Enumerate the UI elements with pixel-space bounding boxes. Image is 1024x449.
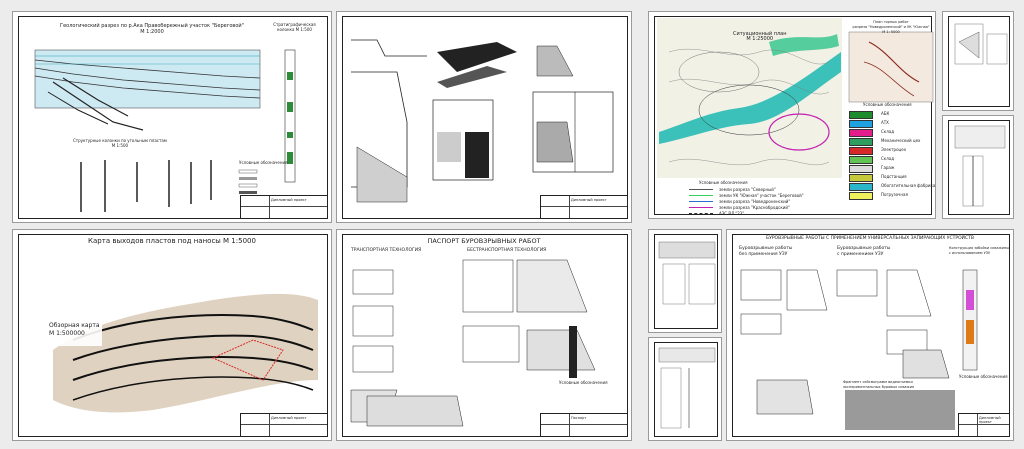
legend-item <box>849 173 933 182</box>
legend-swatch <box>849 165 873 173</box>
legend-swatch <box>849 147 873 155</box>
lower-legend-item <box>689 211 839 217</box>
lower-legend-label: земли разреза "Северный" <box>719 187 776 192</box>
legend-item <box>849 182 936 191</box>
legend-title: Условные обозначения <box>863 102 912 107</box>
legend-item <box>849 191 933 200</box>
legend-label: Погрузочная <box>881 192 908 197</box>
thumbnail-drawing <box>649 338 722 441</box>
stratigraphic-column-title: Стратиграфическая колонка М 1:500 <box>273 22 316 32</box>
lower-legend-title: Условные обозначения <box>699 180 748 185</box>
photo-caption: Фрагмент сейсмограмм видеосъемки экспериментальных буровых скважин <box>843 380 915 389</box>
sheet-thumbnail-mid-top[interactable] <box>648 229 722 333</box>
legend-swatch <box>849 138 873 146</box>
legend-label: Склад <box>881 156 894 161</box>
legend-swatch <box>849 120 873 128</box>
legend-label: Гараж <box>881 165 895 170</box>
outcrop-map-title: Карта выходов пластов под наносы М 1:5000 <box>88 237 256 245</box>
geological-section-drawing <box>13 12 332 223</box>
sheet-blasting-passport[interactable] <box>336 229 632 441</box>
lower-legend-label: земли разреза "Краснобродский" <box>719 205 790 210</box>
passport-title: ПАСПОРТ БУРОВЗРЫВНЫХ РАБОТ <box>427 237 541 245</box>
sheet-thumbnail-bottom-right[interactable] <box>942 115 1014 219</box>
legend-swatch <box>849 183 873 191</box>
legend-label: Электроцех <box>881 147 907 152</box>
legend-swatch <box>849 156 873 164</box>
thumbnail-drawing <box>649 230 722 333</box>
legend-label: АТХ <box>881 120 889 125</box>
legend-item <box>849 128 933 137</box>
legend-label: Обогатительная фабрика <box>881 183 936 188</box>
title-block <box>958 413 1010 437</box>
lower-legend-label: земли УК "Южная" участок "Береговой" <box>719 193 804 198</box>
legend-label: Подстанция <box>881 174 907 179</box>
structural-columns-title: Структурные колонки по угольным пластам М 1:500 <box>73 138 167 148</box>
situation-plan-title: Ситуационный план М 1:25000 <box>733 31 787 42</box>
mining-plan-title: План горных работ разреза "Новедроненский" и УК "Южная" М 1: 5000 <box>852 20 930 34</box>
title-block <box>240 413 328 437</box>
legend-item <box>849 146 933 155</box>
legend-item <box>849 155 933 164</box>
transport-technology-heading: ТРАНСПОРТНАЯ ТЕХНОЛОГИЯ <box>351 248 422 253</box>
legend-title: Условные обозначения <box>559 380 608 385</box>
legend-label: Склад <box>881 129 894 134</box>
legend-swatch <box>849 111 873 119</box>
plug-design-heading: Конструкция забойки скважины с использованием УЗУ <box>949 246 1009 255</box>
non-transport-technology-heading: БЕСТРАНСПОРТНАЯ ТЕХНОЛОГИЯ <box>467 248 547 253</box>
blasting-passport-drawing <box>337 230 632 441</box>
sheet-outcrop-map[interactable] <box>12 229 332 441</box>
legend-swatch <box>849 192 873 200</box>
lower-legend-label: АЗС ВЛ "23" <box>719 211 745 216</box>
locking-devices-title: БУРОВЗРЫВНЫЕ РАБОТЫ С ПРИМЕНЕНИЕМ УНИВЕРСАЛЬНЫХ ЗАПИРАЮЩИХ УСТРОЙСТВ <box>765 236 974 241</box>
legend-item <box>849 137 933 146</box>
title-block <box>540 195 628 219</box>
legend-label: Механический цех <box>881 138 921 143</box>
legend-title: Условные обозначения <box>959 374 1008 379</box>
legend-title: Условные обозначения <box>239 160 288 165</box>
title-block <box>240 195 328 219</box>
title-block-label: Дипломный проект <box>571 198 607 202</box>
excavation-sections-drawing <box>337 12 632 223</box>
overview-inset-label: Обзорная карта М 1:500000 <box>49 322 100 337</box>
legend-list <box>849 110 936 200</box>
thumbnail-drawing <box>943 116 1014 219</box>
lower-legend-list <box>689 187 839 217</box>
legend-swatch <box>849 129 873 137</box>
sheet-geological-section[interactable] <box>12 11 332 223</box>
title-block <box>540 413 628 437</box>
title-block-label: Дипломный проект <box>979 416 1001 424</box>
title-block-label: Паспорт <box>571 416 587 420</box>
thumbnail-drawing <box>943 12 1014 111</box>
legend-item <box>849 164 933 173</box>
section-title: Геологический разрез по р.Ака Правобережный участок "Береговой" М 1:2000 <box>60 23 244 35</box>
with-device-heading: Буровзрывные работы с применением УЗУ <box>837 246 891 257</box>
sheet-excavation-sections[interactable] <box>336 11 632 223</box>
sheet-blasting-locking-devices[interactable] <box>726 229 1014 441</box>
legend-item <box>849 110 933 119</box>
legend-swatch <box>849 174 873 182</box>
sheet-thumbnail-top-right[interactable] <box>942 11 1014 111</box>
title-block-label: Дипломный проект <box>271 198 307 202</box>
without-device-heading: Буровзрывные работы без применения УЗУ <box>739 246 793 257</box>
lower-legend-label: земли разреза "Новедроненский" <box>719 199 791 204</box>
sheet-thumbnail-mid-bottom[interactable] <box>648 337 722 441</box>
title-block-label: Дипломный проект <box>271 416 307 420</box>
locking-devices-drawing <box>727 230 1014 441</box>
sheet-situation-plan[interactable] <box>648 11 936 219</box>
legend-label: АБК <box>881 111 890 116</box>
legend-item <box>849 119 933 128</box>
